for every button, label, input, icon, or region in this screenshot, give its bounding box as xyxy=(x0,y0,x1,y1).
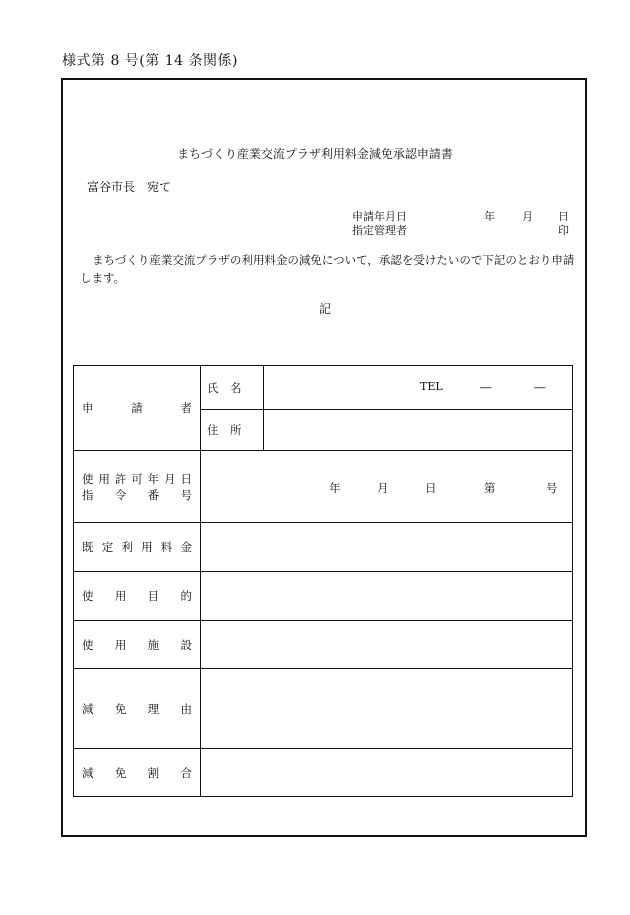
manager-label: 指定管理者 xyxy=(352,224,407,237)
purpose-field[interactable] xyxy=(201,572,573,621)
facility-field[interactable] xyxy=(201,621,573,669)
manager-line xyxy=(352,222,569,238)
ki-marker: 記 xyxy=(318,302,331,316)
application-date-label: 申請年月日 xyxy=(352,210,407,223)
addressee: 富谷市長 宛て xyxy=(87,180,172,194)
command-no-label: 指 令 番 号 xyxy=(82,487,192,502)
tel-label: TEL xyxy=(420,380,443,393)
fee-field[interactable] xyxy=(201,523,573,572)
date-day-marker: 日 xyxy=(558,210,569,223)
applicant-label: 申 請 者 xyxy=(82,401,192,415)
name-label: 氏 名 xyxy=(207,380,242,395)
application-table xyxy=(73,365,573,797)
form-number: 様式第 8 号(第 14 条関係) xyxy=(62,53,238,69)
permit-year-marker: 年 xyxy=(329,481,341,495)
fee-label: 既 定 利 用 料 金 xyxy=(82,540,192,554)
permit-month-marker: 月 xyxy=(377,481,389,495)
ratio-field[interactable] xyxy=(201,749,573,797)
address-label-cell xyxy=(201,410,264,451)
reason-field[interactable] xyxy=(201,669,573,749)
address-label: 住 所 xyxy=(207,423,242,437)
facility-label: 使 用 施 設 xyxy=(82,637,192,652)
permit-dai-marker: 第 xyxy=(484,481,496,495)
seal-marker: 印 xyxy=(558,224,569,237)
facility-label-cell xyxy=(74,621,201,669)
fee-label-cell xyxy=(74,523,201,572)
address-field[interactable] xyxy=(264,410,573,451)
permit-day-marker: 日 xyxy=(425,481,437,495)
date-year-marker: 年 xyxy=(484,210,495,223)
request-statement: まちづくり産業交流プラザの利用料金の減免について，承認を受けたいので下記のとおり申請します。 xyxy=(80,253,575,285)
reason-label-cell xyxy=(74,669,201,749)
permit-label-cell xyxy=(74,451,201,523)
document-title: まちづくり産業交流プラザ利用料金減免承認申請書 xyxy=(177,147,453,161)
reason-label: 減 免 理 由 xyxy=(82,701,192,716)
name-label-cell xyxy=(201,366,264,410)
permit-date-label: 使 用 許 可 年 月 日 xyxy=(82,471,192,486)
name-field[interactable] xyxy=(264,366,573,410)
tel-dash-2: ― xyxy=(534,380,546,394)
tel-dash-1: ― xyxy=(480,380,492,394)
applicant-label-cell xyxy=(74,366,201,451)
purpose-label-cell xyxy=(74,572,201,621)
purpose-label: 使 用 目 的 xyxy=(82,589,192,603)
date-month-marker: 月 xyxy=(522,210,533,223)
ratio-label: 減 免 割 合 xyxy=(82,765,192,780)
permit-field[interactable] xyxy=(201,451,573,523)
ratio-label-cell xyxy=(74,749,201,797)
permit-go-marker: 号 xyxy=(546,481,558,495)
